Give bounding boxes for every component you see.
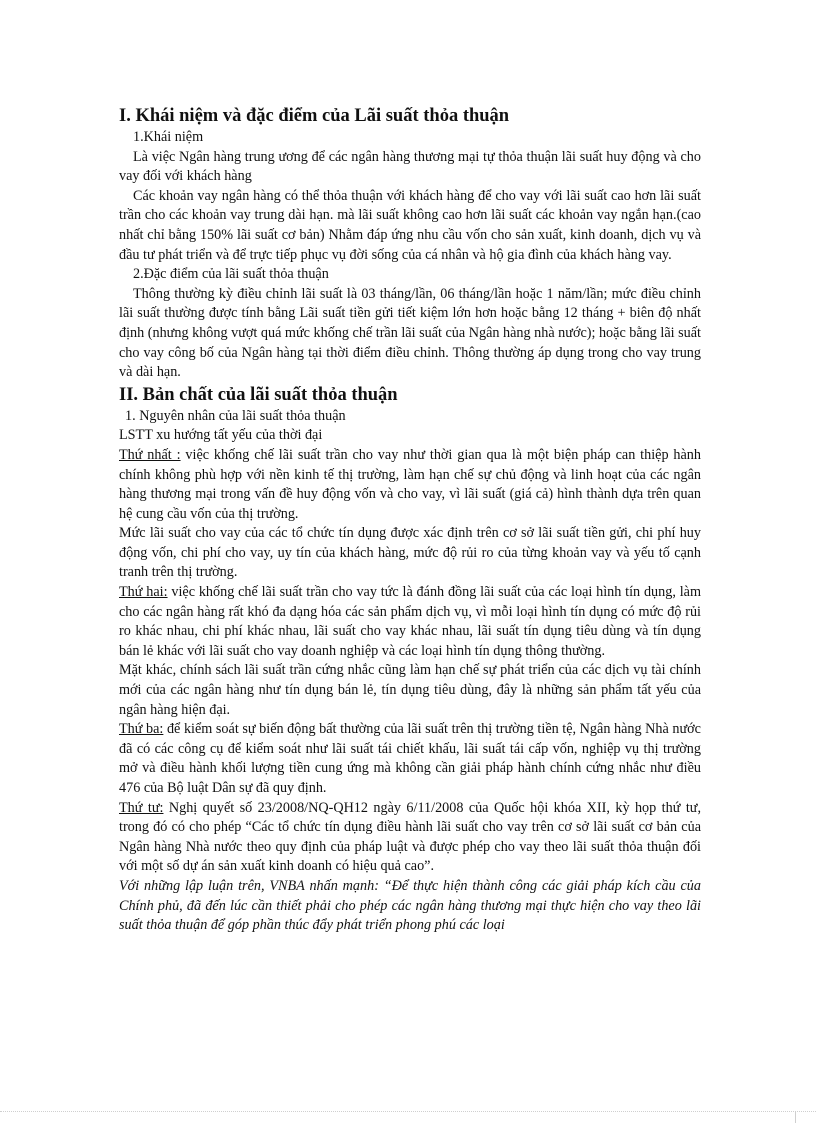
- paragraph-rate-level: Mức lãi suất cho vay của các tổ chức tín dụng được xác định trên cơ sở lãi suất tiền gửi, chi phí huy động vốn, chi phí cho vay, uy tín của khách hàng, mức độ rủi ro của từng khoản vay và yếu tố cạnh tranh trên thị trường.: [119, 525, 701, 581]
- second-label: Thứ hai:: [119, 584, 168, 601]
- document-page: [119, 104, 701, 936]
- page-corner-marker: [795, 1111, 796, 1123]
- section-1-heading: I. Khái niệm và đặc điểm của Lãi suất thỏa thuận: [119, 106, 510, 126]
- fourth-label: Thứ tư:: [119, 799, 164, 816]
- paragraph-vnba-quote: Với những lập luận trên, VNBA nhấn mạnh: “Để thực hiện thành công các giải pháp kích cầu của Chính phủ, đã đến lúc cần thiết phải cho phép các ngân hàng thương mại thực hiện cho vay theo lãi suất thỏa thuận để góp phần thúc đẩy phát triển phong phú các loại: [119, 877, 701, 934]
- paragraph-second: [119, 583, 701, 661]
- section-1-subheading-2: 2.Đặc điểm của lãi suất thỏa thuận: [133, 266, 329, 283]
- paragraph-loans: Các khoản vay ngân hàng có thể thỏa thuận với khách hàng để cho vay với lãi suất cao hơn lãi suất trần cho các khoản vay trung dài hạn. mà lãi suất không cao hơn lãi suất các khoản vay ngắn hạn.(cao nhất chỉ bằng 150% lãi suất cơ bản) Nhằm đáp ứng nhu cầu vốn cho sản xuất, kinh doanh, dịch vụ và đầu tư phát triển và để trực tiếp phục vụ đời sống của cá nhân và hộ gia đình của khách hàng vay.: [119, 187, 701, 263]
- paragraph-third: [119, 720, 701, 798]
- second-text: việc khống chế lãi suất trần cho vay tức là đánh đồng lãi suất của các loại hình tín dụng, làm cho các ngân hàng rất khó đa dạng hóa các sản phẩm dịch vụ, vì mỗi loại hình tín dụng có mức độ rủi ro khác nhau, chi phí khác nhau, lãi suất cho vay khác nhau, lãi suất tín dụng tiêu dùng và tín dụng bán lẻ khác với lãi suất cho vay doanh nghiệp và các loại hình tín dụng thông thường.: [119, 584, 701, 659]
- section-2-subheading-1: 1. Nguyên nhân của lãi suất thỏa thuận: [125, 407, 346, 424]
- paragraph-fourth: [119, 799, 701, 877]
- third-label: Thứ ba:: [119, 721, 164, 738]
- paragraph-definition: Là việc Ngân hàng trung ương để các ngân hàng thương mại tự thỏa thuận lãi suất huy động và cho vay đối với khách hàng: [119, 148, 701, 185]
- page-bottom-divider: [0, 1111, 816, 1112]
- paragraph-trend: LSTT xu hướng tất yếu của thời đại: [119, 427, 323, 444]
- fourth-text: Nghị quyết số 23/2008/NQ-QH12 ngày 6/11/2008 của Quốc hội khóa XII, kỳ họp thứ tư, trong đó có cho phép “Các tổ chức tín dụng điều hành lãi suất cho vay trên cơ sở lãi suất cơ bản của Ngân hàng Nhà nước theo quy định của pháp luật và được phép cho vay theo lãi suất thỏa thuận đối với một số dự án sản xuất kinh doanh có hiệu quả cao”.: [119, 799, 701, 875]
- third-text: để kiểm soát sự biến động bất thường của lãi suất trên thị trường tiền tệ, Ngân hàng Nhà nước đã có các công cụ để kiểm soát như lãi suất tái chiết khấu, lãi suất tái cấp vốn, nghiệp vụ thị trường mở và điều hành khối lượng tiền cung ứng mà không cần giải pháp hành chính cứng nhắc như điều 476 của Bộ luật Dân sự đã quy định.: [119, 721, 701, 796]
- first-text: việc khống chế lãi suất trần cho vay như thời gian qua là một biện pháp can thiệp hành chính không phù hợp với nền kinh tế thị trường, làm hạn chế sự chủ động và linh hoạt của các ngân hàng thương mại trong vấn đề huy động vốn và cho vay, vì lãi suất (giá cả) hình thành dựa trên quan hệ cung cầu vốn của thị trường.: [119, 446, 701, 522]
- paragraph-first: [119, 446, 701, 524]
- first-label: Thứ nhất :: [119, 446, 181, 463]
- paragraph-characteristics: Thông thường kỳ điều chỉnh lãi suất là 03 tháng/lần, 06 tháng/lần hoặc 1 năm/lần; mức điều chỉnh lãi suất thường được tính bằng Lãi suất tiền gửi tiết kiệm lớn hơn hoặc bằng 12 tháng + biên độ nhất định (nhưng không vượt quá mức khống chế trần lãi suất của Ngân hàng nhà nước); hoặc bằng lãi suất cho vay công bố của Ngân hàng tại thời điểm điều chỉnh. Thông thường áp dụng trong cho vay trung và dài hạn.: [119, 285, 701, 381]
- section-2-heading: II. Bản chất của lãi suất thỏa thuận: [119, 384, 398, 405]
- paragraph-other-hand: Mặt khác, chính sách lãi suất trần cứng nhắc cũng làm hạn chế sự phát triển của các dịch vụ tài chính mới của các ngân hàng như tín dụng bán lẻ, tín dụng tiêu dùng, đây là những sản phẩm tất yếu của ngân hàng hiện đại.: [119, 662, 701, 718]
- section-1-subheading-1: 1.Khái niệm: [133, 129, 204, 145]
